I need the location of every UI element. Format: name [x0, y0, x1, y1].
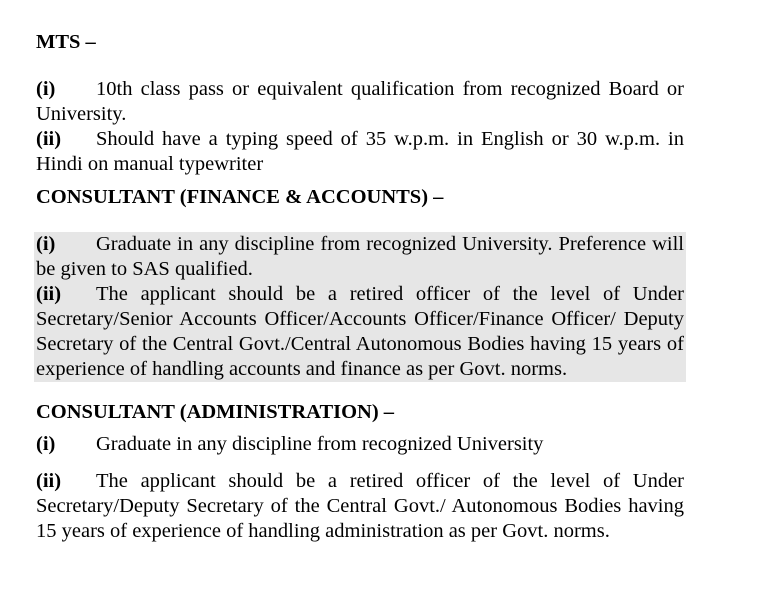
- section-heading-mts: MTS –: [36, 31, 96, 53]
- item-number: (i): [36, 78, 56, 100]
- item-number: (ii): [36, 128, 62, 150]
- section-heading-finance: CONSULTANT (FINANCE & ACCOUNTS) –: [36, 186, 444, 208]
- administration-item-2: [36, 469, 684, 544]
- highlighted-block: [34, 232, 686, 382]
- finance-item-2: [36, 282, 684, 382]
- section-mts: [36, 30, 684, 177]
- item-text: The applicant should be a retired officer of the level of Under Secretary/Senior Accounts Officer/Accounts Officer/Finance Officer/ Deputy Secretary of the Central Govt./Central Autonomous Bodies having 15 years of experience of handling accounts and finance as per Govt. norms.: [36, 283, 684, 380]
- item-number: (i): [36, 433, 56, 455]
- item-text: Graduate in any discipline from recognized University. Preference will be given to SAS qualified.: [36, 233, 684, 280]
- finance-item-1: [36, 232, 684, 282]
- item-number: (ii): [36, 470, 62, 492]
- section-consultant-finance: [36, 185, 684, 382]
- section-consultant-administration: [36, 400, 684, 544]
- item-number: (i): [36, 233, 56, 255]
- mts-item-1: [36, 77, 684, 127]
- item-text: 10th class pass or equivalent qualification from recognized Board or University.: [36, 78, 684, 125]
- administration-item-1: [36, 432, 684, 457]
- item-text: Should have a typing speed of 35 w.p.m. in English or 30 w.p.m. in Hindi on manual typewriter: [36, 128, 684, 175]
- item-number: (ii): [36, 283, 62, 305]
- item-text: The applicant should be a retired officer of the level of Under Secretary/Deputy Secretary of the Central Govt./ Autonomous Bodies having 15 years of experience of handling administration as per Govt. norms.: [36, 470, 684, 542]
- mts-item-2: [36, 127, 684, 177]
- item-text: Graduate in any discipline from recognized University: [96, 433, 544, 455]
- document-page: [36, 30, 684, 544]
- section-heading-administration: CONSULTANT (ADMINISTRATION) –: [36, 401, 395, 423]
